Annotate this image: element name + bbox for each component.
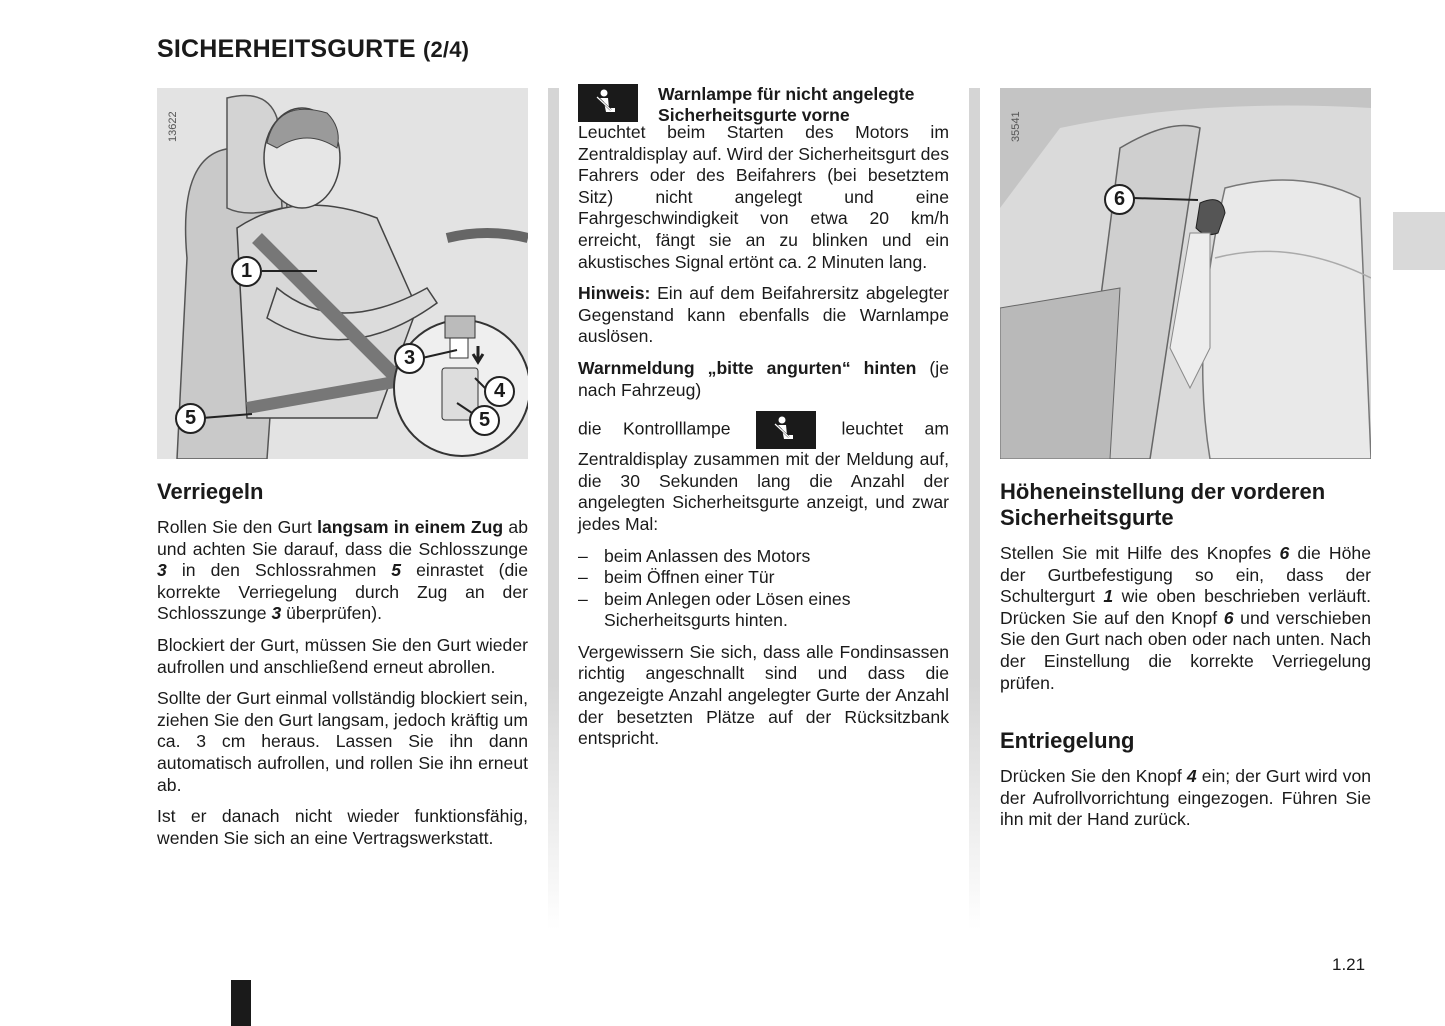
page-number: 1.21 xyxy=(1332,955,1366,974)
lamp-paragraph: die Kontrolllampe leuchtet am Zentraldisplay zusammen mit der Meldung auf, die 30 Sekunden lang die Anzahl der angelegten Sicherheitsgurte anzeigt, und zwar jedes Mal: xyxy=(578,411,949,535)
column-divider xyxy=(548,88,559,930)
list-item: – beim Anlegen oder Lösen eines Sicherheitsgurts hinten. xyxy=(578,589,949,632)
list-item: – beim Anlassen des Motors xyxy=(578,546,949,568)
callout-6: 6 xyxy=(1104,184,1135,215)
figure-code: 35541 xyxy=(1010,111,1022,142)
figure-code: 13622 xyxy=(167,111,179,142)
left-column xyxy=(157,88,528,859)
right-column xyxy=(1000,88,1371,841)
paragraph: Blockiert der Gurt, müssen Sie den Gurt wieder aufrollen und anschließend erneut abrollen. xyxy=(157,634,528,677)
paragraph: Ist er danach nicht wieder funktionsfähig, wenden Sie sich an eine Vertragswerkstatt. xyxy=(157,806,528,848)
middle-column xyxy=(578,84,949,760)
paragraph: Sollte der Gurt einmal vollständig blockiert sein, ziehen Sie den Gurt langsam, jedoch kräftig um ca. 3 cm heraus. Lassen Sie ihn dann automatisch aufrollen, und rollen Sie ihn erneut ab. xyxy=(157,688,528,795)
warning-lamp-header xyxy=(578,84,949,126)
pillar-drawing xyxy=(1000,88,1371,459)
list-item: – beim Öffnen einer Tür xyxy=(578,567,949,589)
callout-5: 5 xyxy=(175,403,206,434)
paragraph: Stellen Sie mit Hilfe des Knopfes 6 die Höhe der Gurtbefestigung so ein, dass der Schultergurt 1 wie oben beschrieben verläuft. Drücken Sie auf den Knopf 6 und verschieben Sie den Gurt nach oben oder nach unten. Nach der Einstellung die korrekte Verriegelung prüfen. xyxy=(1000,543,1372,693)
section-heading-entriegelung: Entriegelung xyxy=(1000,728,1135,754)
chapter-tab xyxy=(1393,212,1445,270)
rear-warning-paragraph: Warnmeldung „bitte angurten“ hinten (je nach Fahrzeug) xyxy=(578,357,949,400)
section-heading-verriegeln: Verriegeln xyxy=(157,479,264,504)
driver-drawing xyxy=(157,88,528,459)
page-title-text: SICHERHEITSGURTE xyxy=(157,35,416,63)
paragraph: Vergewissern Sie sich, dass alle Fondinsassen richtig angeschnallt sind und dass die angezeigte Anzahl angelegter Gurte der Anzahl der besetzten Plätze auf der Rücksitzbank entspricht. xyxy=(578,641,949,749)
section-heading-hoeheneinstellung: Höheneinstellung der vorderen Sicherheitsgurte xyxy=(1000,479,1326,530)
paragraph: Leuchtet beim Starten des Motors im Zentraldisplay auf. Wird der Sicherheitsgurt des Fahrers oder des Beifahrers (bei besetztem Sitz) nicht angelegt und eine Fahrgeschwindigkeit von etwa 20 km/h erreicht, fängt sie an zu blinken und ein akustisches Signal ertönt ca. 2 Minuten lang. xyxy=(578,122,949,272)
page-title-suffix: (2/4) xyxy=(422,37,470,62)
seatbelt-warning-icon xyxy=(578,84,638,122)
paragraph: Rollen Sie den Gurt langsam in einem Zug ab und achten Sie darauf, dass die Schlosszunge 3 in den Schlossrahmen 5 einrastet (die korrekte Verriegelung durch Zug an der Schlosszunge 3 überprüfen). xyxy=(157,517,529,624)
seatbelt-warning-icon xyxy=(756,411,816,449)
condition-list xyxy=(578,546,949,632)
paragraph: Drücken Sie den Knopf 4 ein; der Gurt wird von der Aufrollvorrichtung eingezogen. Führen Sie ihn mit der Hand zurück. xyxy=(1000,766,1372,830)
page-title xyxy=(157,35,469,64)
column-divider xyxy=(969,88,980,930)
warning-lamp-title: Warnlampe für nicht angelegte Sicherheitsgurte vorne xyxy=(658,84,915,125)
callout-3: 3 xyxy=(394,343,425,374)
callout-1: 1 xyxy=(231,256,262,287)
belt-height-adjuster-illustration xyxy=(1000,88,1371,459)
callout-5: 5 xyxy=(469,405,500,436)
callout-4: 4 xyxy=(484,376,515,407)
seatbelt-driver-illustration xyxy=(157,88,528,459)
page-marker-bar xyxy=(231,980,251,1026)
note-paragraph: Hinweis: Ein auf dem Beifahrersitz abgelegter Gegenstand kann ebenfalls die Warnlampe auslösen. xyxy=(578,283,949,347)
